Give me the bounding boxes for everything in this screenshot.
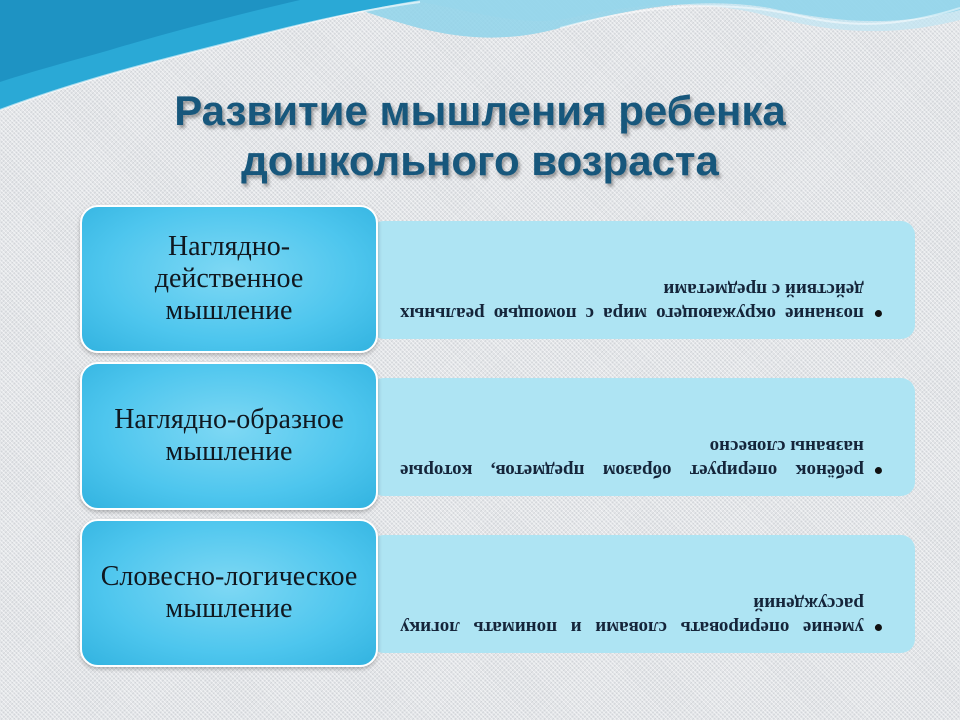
description-text: ребёнок оперирует образом предметов, которые названы словесно: [400, 436, 864, 481]
thinking-type-row-verbal-logical: [80, 519, 915, 669]
bullet-icon: •: [873, 456, 883, 486]
slide-title: [0, 86, 960, 186]
title-line-1: Развитие мышления ребенка: [174, 87, 786, 134]
description-box: [370, 221, 915, 339]
category-label: Наглядно-действенное мышление: [154, 231, 304, 326]
bullet-icon: •: [873, 613, 883, 643]
title-line-2: дошкольного возраста: [241, 137, 719, 184]
description-text: познание окружающего мира с помощью реальных действий с предметами: [400, 279, 864, 324]
bullet-icon: •: [873, 299, 883, 329]
description-text: умение оперировать словами и понимать логику рассуждений: [400, 593, 864, 638]
thinking-type-row-visual-figurative: [80, 362, 915, 512]
category-box: [80, 519, 378, 667]
thinking-type-row-visual-action: [80, 205, 915, 355]
category-label: Словесно-логическое мышление: [100, 561, 358, 624]
description-box: [370, 378, 915, 496]
category-box: [80, 205, 378, 353]
category-box: [80, 362, 378, 510]
category-label: Наглядно-образное мышление: [114, 404, 344, 467]
description-box: [370, 535, 915, 653]
